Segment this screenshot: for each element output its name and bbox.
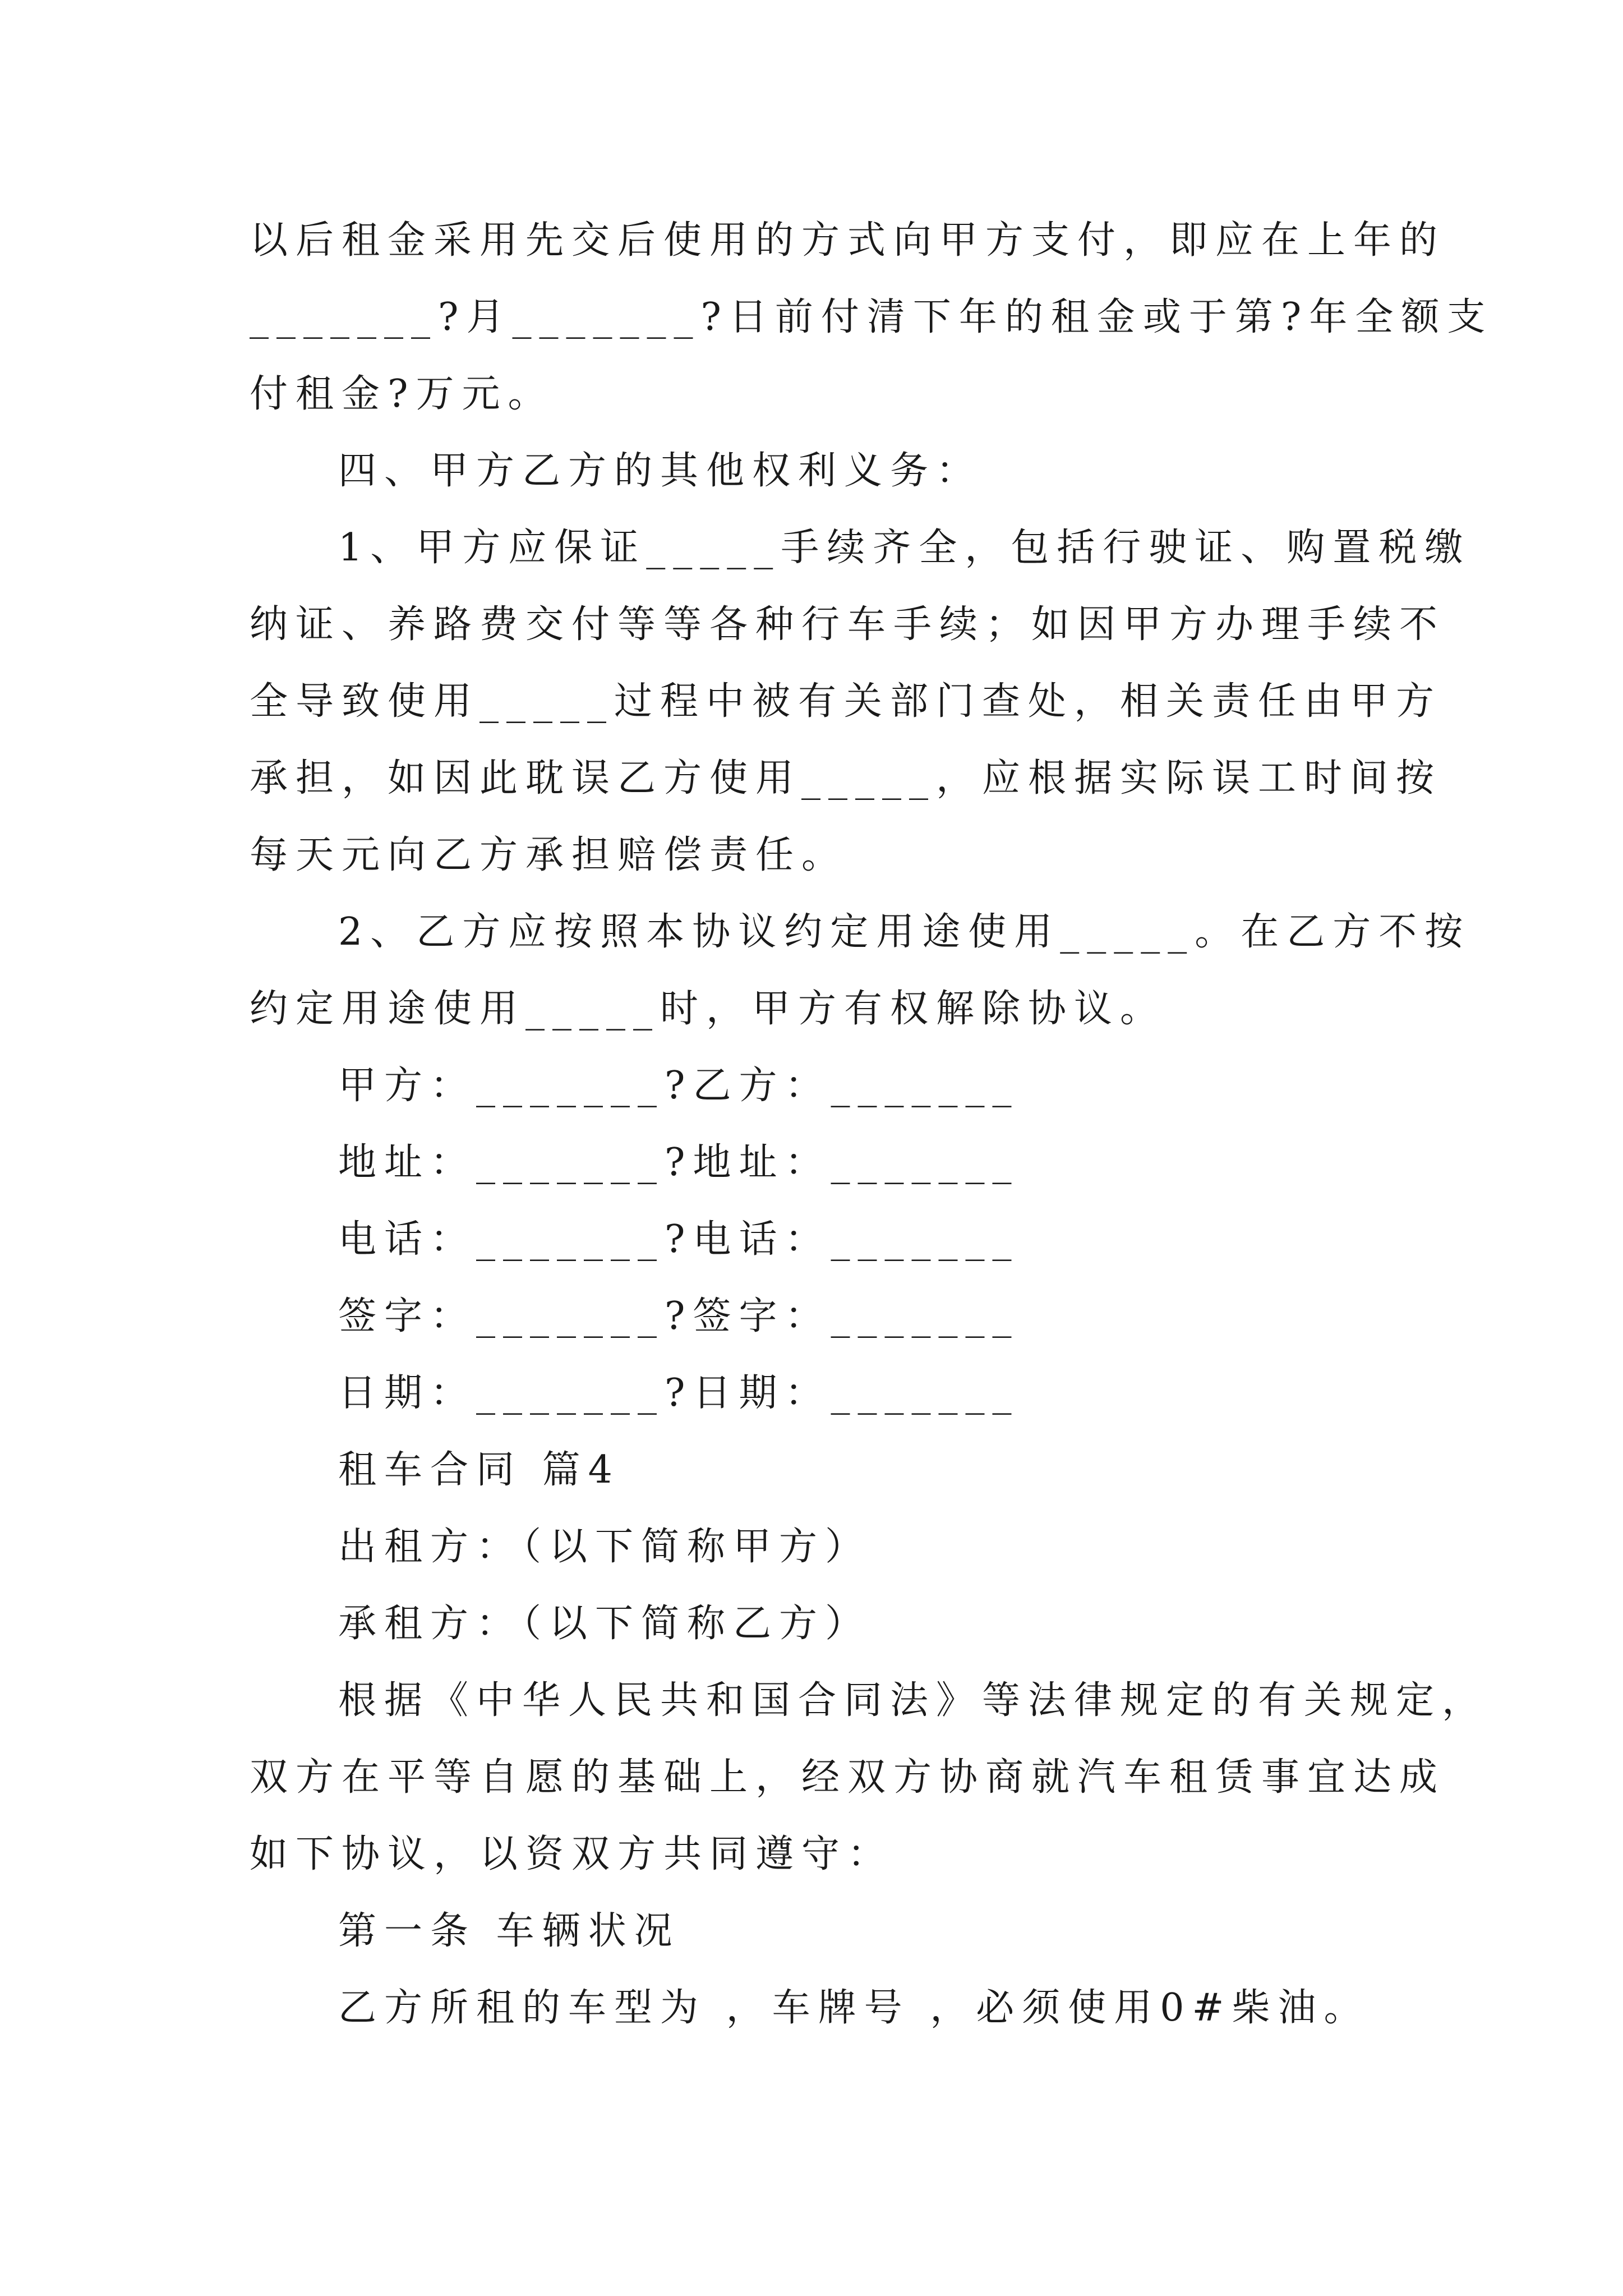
signature-field-address: 地址：_______?地址：_______ (338, 1140, 1020, 1185)
article-text: 乙方所租的车型为 ，车牌号 ，必须使用0#柴油。 (338, 1986, 1370, 2030)
contract-title: 租车合同 篇4 (338, 1448, 620, 1492)
signature-field-party: 甲方：_______?乙方：_______ (338, 1064, 1020, 1108)
text-line: 全导致使用_____过程中被有关部门查处，相关责任由甲方 (250, 679, 1442, 724)
text-line: 承担，如因此耽误乙方使用_____，应根据实际误工时间按 (250, 756, 1442, 800)
article-heading: 第一条 车辆状况 (338, 1909, 680, 1953)
text-line: 付租金?万元。 (250, 372, 554, 416)
text-line: 约定用途使用_____时，甲方有权解除协议。 (250, 987, 1166, 1031)
clause-item: 2、乙方应按照本协议约定用途使用_____。在乙方不按 (338, 910, 1471, 954)
text-line: 双方在平等自愿的基础上，经双方协商就汽车租赁事宜达成 (250, 1755, 1446, 1800)
signature-field-sign: 签字：_______?签字：_______ (338, 1294, 1020, 1338)
signature-field-date: 日期：_______?日期：_______ (338, 1371, 1020, 1415)
text-line: 纳证、养路费交付等等各种行车手续；如因甲方办理手续不 (250, 602, 1446, 647)
text-line: 如下协议，以资双方共同遵守： (250, 1832, 894, 1876)
lessor-line: 出租方：（以下简称甲方） (338, 1525, 872, 1569)
signature-field-phone: 电话：_______?电话：_______ (338, 1217, 1020, 1262)
text-line: 每天元向乙方承担赔偿责任。 (250, 833, 848, 877)
preamble-line: 根据《中华人民共和国合同法》等法律规定的有关规定， (338, 1678, 1488, 1723)
section-heading: 四、甲方乙方的其他权利义务： (338, 449, 983, 493)
lessee-line: 承租方：（以下简称乙方） (338, 1602, 872, 1646)
text-line: 以后租金采用先交后使用的方式向甲方支付，即应在上年的 (250, 218, 1446, 263)
text-line: _______?月_______?日前付清下年的租金或于第?年全额支 (250, 295, 1493, 339)
clause-item: 1、甲方应保证_____手续齐全，包括行驶证、购置税缴 (338, 526, 1471, 570)
document-body (250, 202, 1493, 2046)
